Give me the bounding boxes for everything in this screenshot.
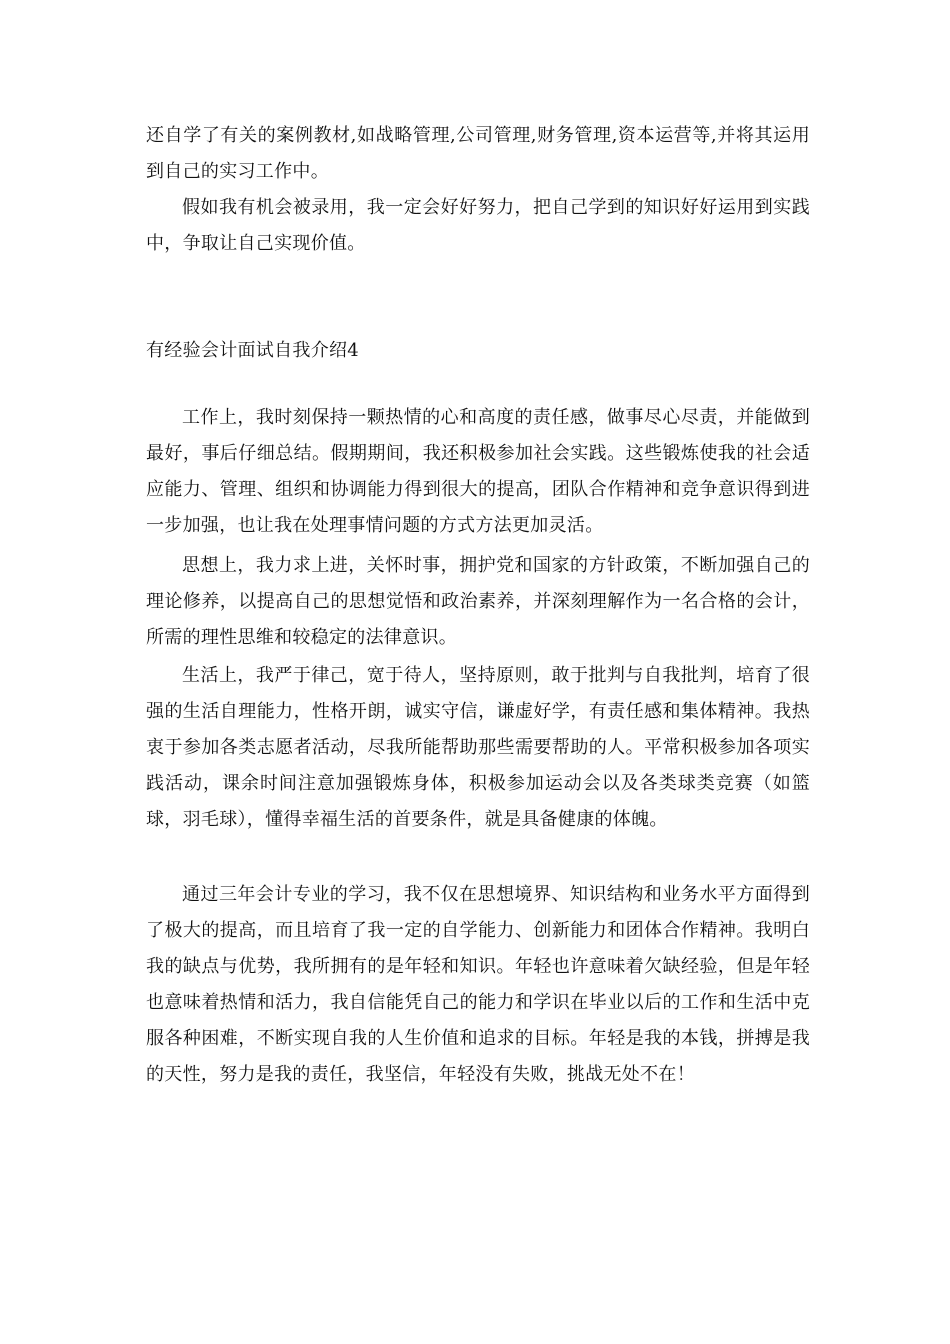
paragraph-work: 工作上，我时刻保持一颗热情的心和高度的责任感，做事尽心尽责，并能做到最好，事后仔细总结。假期期间，我还积极参加社会实践。这些锻炼使我的社会适应能力、管理、组织和协调能力得到很大的提高，团队合作精神和竞争意识得到进一步加强，也让我在处理事情问题的方式方法更加灵活。	[146, 407, 810, 536]
paragraph-intro-continuation: 还自学了有关的案例教材,如战略管理,公司管理,财务管理,资本运营等,并将其运用到自己的实习工作中。	[146, 125, 810, 182]
paragraph-life: 生活上，我严于律己，宽于待人，坚持原则，敢于批判与自我批判，培育了很强的生活自理能力，性格开朗，诚实守信，谦虚好学，有责任感和集体精神。我热衷于参加各类志愿者活动，尽我所能帮助那些需要帮助的人。平常积极参加各项实践活动，课余时间注意加强锻炼身体，积极参加运动会以及各类球类竞赛（如篮球，羽毛球），懂得幸福生活的首要条件，就是具备健康的体魄。	[146, 665, 810, 830]
section-title: 有经验会计面试自我介绍4	[146, 340, 360, 361]
paragraph-intro-closing: 假如我有机会被录用，我一定会好好努力，把自己学到的知识好好运用到实践中，争取让自己实现价值。	[146, 197, 810, 254]
paragraph-thought: 思想上，我力求上进，关怀时事，拥护党和国家的方针政策，不断加强自己的理论修养，以提高自己的思想觉悟和政治素养，并深刻理解作为一名合格的会计，所需的理性思维和较稳定的法律意识。	[146, 555, 810, 648]
paragraph-summary: 通过三年会计专业的学习，我不仅在思想境界、知识结构和业务水平方面得到了极大的提高，而且培育了我一定的自学能力、创新能力和团体合作精神。我明白我的缺点与优势，我所拥有的是年轻和知识。年轻也许意味着欠缺经验，但是年轻也意味着热情和活力，我自信能凭自己的能力和学识在毕业以后的工作和生活中克服各种困难，不断实现自我的人生价值和追求的目标。年轻是我的本钱，拼搏是我的天性，努力是我的责任，我坚信，年轻没有失败，挑战无处不在！	[146, 884, 810, 1085]
